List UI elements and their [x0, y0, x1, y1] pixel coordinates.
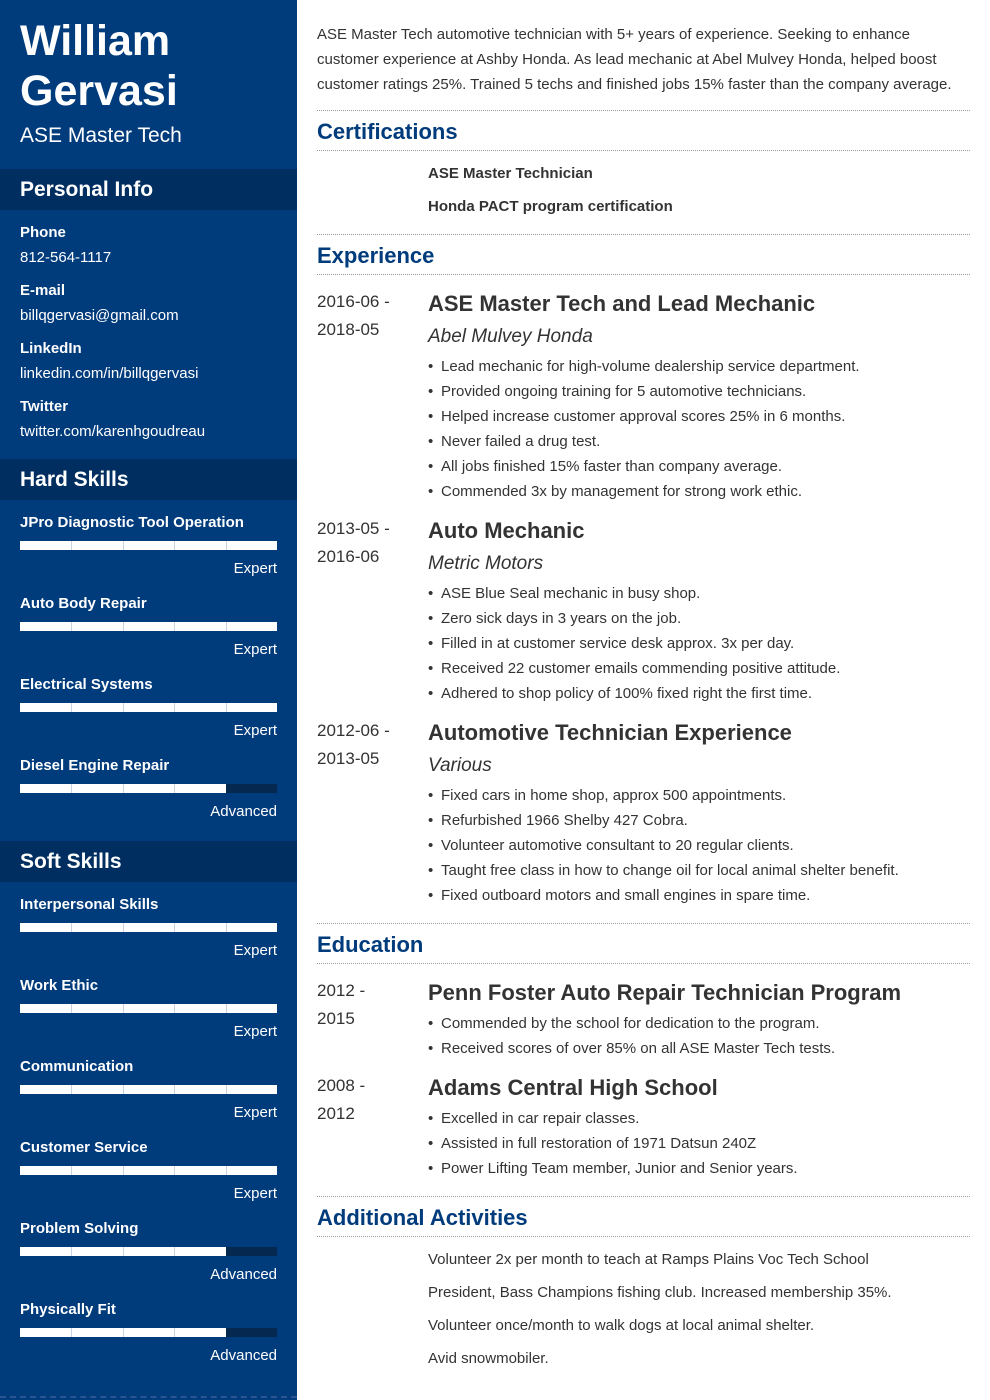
skill-segment-divider	[123, 1004, 124, 1013]
skill-level-label: Expert	[233, 1023, 277, 1040]
activities-heading: Additional Activities	[317, 1205, 528, 1230]
list-item: • ASE Blue Seal mechanic in busy shop.	[428, 581, 970, 606]
experience-company: Metric Motors	[428, 553, 544, 574]
experience-company: Various	[428, 755, 492, 776]
skill-level-bar	[20, 784, 277, 793]
skill-segment-divider	[123, 1166, 124, 1175]
education-title: Penn Foster Auto Repair Technician Program	[428, 980, 902, 1005]
skill-item	[20, 1057, 277, 1138]
date-end: 2013-05	[317, 749, 380, 768]
skill-name: Problem Solving	[20, 1220, 139, 1237]
skill-item	[20, 756, 277, 837]
list-item: • Zero sick days in 3 years on the job.	[428, 606, 970, 631]
skill-level-fill	[20, 1004, 277, 1013]
list-item: • Taught free class in how to change oil for local animal shelter benefit.	[428, 858, 970, 883]
skill-segment-divider	[174, 541, 175, 550]
list-item: • Received scores of over 85% on all ASE Master Tech tests.	[428, 1036, 970, 1061]
list-item: • Fixed outboard motors and small engines in spare time.	[428, 883, 970, 908]
skill-segment-divider	[123, 622, 124, 631]
skill-segment-divider	[71, 1247, 72, 1256]
phone-value[interactable]: 812-564-1117	[20, 249, 112, 266]
skill-segment-divider	[174, 923, 175, 932]
skill-item	[20, 1138, 277, 1219]
skill-level-bar	[20, 703, 277, 712]
list-item: • Excelled in car repair classes.	[428, 1106, 970, 1131]
skill-level-label: Expert	[233, 641, 277, 658]
experience-title: Automotive Technician Experience	[428, 720, 792, 745]
summary: ASE Master Tech automotive technician with 5+ years of experience. Seeking to enhance customer experience at Ashby Honda. As lead mechanic at Abel Mulvey Honda, helped boost customer ratings 25%. Trained 5 techs and finished jobs 15% faster than the company average.	[317, 26, 952, 93]
date-start: 2012 -	[317, 981, 366, 1000]
divider	[317, 150, 970, 151]
experience-date	[317, 288, 417, 344]
sidebar-bottom-divider	[0, 1396, 297, 1398]
skill-segment-divider	[174, 1166, 175, 1175]
skill-segment-divider	[71, 1328, 72, 1337]
candidate-name	[20, 16, 178, 116]
experience-date	[317, 515, 417, 571]
education-bullets	[428, 1011, 970, 1061]
divider	[317, 234, 970, 235]
skill-segment-divider	[123, 1247, 124, 1256]
experience-heading: Experience	[317, 243, 435, 268]
skill-level-label: Expert	[233, 1104, 277, 1121]
skill-level-bar	[20, 1166, 277, 1175]
activity-item: Volunteer 2x per month to teach at Ramps Plains Voc Tech School	[428, 1251, 869, 1268]
skill-item	[20, 594, 277, 675]
date-end: 2012	[317, 1104, 355, 1123]
skill-name: Electrical Systems	[20, 676, 153, 693]
skill-segment-divider	[174, 622, 175, 631]
list-item: • Filled in at customer service desk approx. 3x per day.	[428, 631, 970, 656]
skill-segment-divider	[226, 541, 227, 550]
skill-level-bar	[20, 541, 277, 550]
skill-segment-divider	[123, 703, 124, 712]
skill-segment-divider	[226, 1166, 227, 1175]
skill-name: Customer Service	[20, 1139, 148, 1156]
twitter-value[interactable]: twitter.com/karenhgoudreau	[20, 423, 206, 440]
skill-level-label: Expert	[233, 942, 277, 959]
date-start: 2016-06 -	[317, 292, 390, 311]
list-item: • Fixed cars in home shop, approx 500 appointments.	[428, 783, 970, 808]
divider	[317, 923, 970, 924]
skill-name: Work Ethic	[20, 977, 99, 994]
activity-item: Volunteer once/month to walk dogs at local animal shelter.	[428, 1317, 815, 1334]
skill-segment-divider	[71, 1004, 72, 1013]
skill-name: Diesel Engine Repair	[20, 757, 170, 774]
email-value[interactable]: billqgervasi@gmail.com	[20, 307, 179, 324]
skill-level-fill	[20, 541, 277, 550]
skill-segment-divider	[71, 703, 72, 712]
skill-name: JPro Diagnostic Tool Operation	[20, 514, 244, 531]
twitter-label: Twitter	[20, 398, 69, 415]
skill-item	[20, 513, 277, 594]
skill-segment-divider	[226, 703, 227, 712]
skill-segment-divider	[123, 923, 124, 932]
divider	[317, 110, 970, 111]
skill-level-label: Expert	[233, 560, 277, 577]
skill-item	[20, 1219, 277, 1300]
skill-segment-divider	[123, 541, 124, 550]
divider	[317, 1196, 970, 1197]
experience-title: Auto Mechanic	[428, 518, 585, 543]
divider	[317, 1236, 970, 1237]
list-item: • Commended 3x by management for strong work ethic.	[428, 479, 970, 504]
skill-level-label: Expert	[233, 722, 277, 739]
personal-info-heading: Personal Info	[0, 169, 297, 210]
skill-level-bar	[20, 622, 277, 631]
date-start: 2008 -	[317, 1076, 366, 1095]
skill-item	[20, 895, 277, 976]
activity-item: President, Bass Champions fishing club. Increased membership 35%.	[428, 1284, 892, 1301]
experience-date	[317, 717, 417, 773]
skill-level-bar	[20, 1328, 277, 1337]
experience-bullets	[428, 783, 970, 908]
skill-level-fill	[20, 923, 277, 932]
skill-segment-divider	[123, 1085, 124, 1094]
skill-item	[20, 976, 277, 1057]
skill-level-label: Advanced	[210, 803, 277, 820]
skill-level-fill	[20, 622, 277, 631]
date-start: 2012-06 -	[317, 721, 390, 740]
phone-label: Phone	[20, 224, 66, 241]
list-item: • Power Lifting Team member, Junior and Senior years.	[428, 1156, 970, 1181]
skill-level-bar	[20, 923, 277, 932]
list-item: • Volunteer automotive consultant to 20 regular clients.	[428, 833, 970, 858]
skill-name: Auto Body Repair	[20, 595, 147, 612]
sidebar	[0, 0, 297, 1400]
job-title: ASE Master Tech	[20, 124, 182, 147]
skill-segment-divider	[71, 784, 72, 793]
list-item: • Received 22 customer emails commending positive attitude.	[428, 656, 970, 681]
skill-level-label: Advanced	[210, 1347, 277, 1364]
skill-segment-divider	[123, 784, 124, 793]
list-item: • Commended by the school for dedication to the program.	[428, 1011, 970, 1036]
skill-segment-divider	[226, 923, 227, 932]
skill-segment-divider	[174, 1085, 175, 1094]
education-date	[317, 1072, 417, 1128]
main-content	[317, 0, 970, 1400]
date-start: 2013-05 -	[317, 519, 390, 538]
date-end: 2015	[317, 1009, 355, 1028]
skill-segment-divider	[71, 541, 72, 550]
list-item: • Lead mechanic for high-volume dealership service department.	[428, 354, 970, 379]
skill-segment-divider	[226, 622, 227, 631]
skill-item	[20, 1300, 277, 1381]
email-label: E-mail	[20, 282, 66, 299]
education-heading: Education	[317, 932, 424, 957]
experience-bullets	[428, 354, 970, 504]
skill-name: Physically Fit	[20, 1301, 116, 1318]
list-item: • Refurbished 1966 Shelby 427 Cobra.	[428, 808, 970, 833]
skill-segment-divider	[174, 784, 175, 793]
skill-segment-divider	[71, 1166, 72, 1175]
skill-segment-divider	[174, 703, 175, 712]
skill-segment-divider	[226, 1004, 227, 1013]
list-item: • All jobs finished 15% faster than company average.	[428, 454, 970, 479]
skill-level-bar	[20, 1247, 277, 1256]
skill-level-label: Expert	[233, 1185, 277, 1202]
skill-segment-divider	[174, 1328, 175, 1337]
list-item: • Adhered to shop policy of 100% fixed right the first time.	[428, 681, 970, 706]
soft-skills-heading: Soft Skills	[0, 841, 297, 882]
hard-skills-heading: Hard Skills	[0, 459, 297, 500]
skill-name: Communication	[20, 1058, 134, 1075]
date-end: 2018-05	[317, 320, 380, 339]
skill-segment-divider	[71, 622, 72, 631]
activity-item: Avid snowmobiler.	[428, 1350, 549, 1367]
first-name: William	[20, 17, 171, 65]
education-title: Adams Central High School	[428, 1075, 718, 1100]
certification-item: ASE Master Technician	[428, 165, 593, 182]
skill-level-label: Advanced	[210, 1266, 277, 1283]
date-end: 2016-06	[317, 547, 380, 566]
skill-segment-divider	[123, 1328, 124, 1337]
skill-name: Interpersonal Skills	[20, 896, 159, 913]
education-bullets	[428, 1106, 970, 1181]
skill-segment-divider	[71, 923, 72, 932]
divider	[317, 963, 970, 964]
experience-title: ASE Master Tech and Lead Mechanic	[428, 291, 816, 316]
skill-segment-divider	[71, 1085, 72, 1094]
skill-segment-divider	[226, 1085, 227, 1094]
skill-level-fill	[20, 1085, 277, 1094]
certifications-heading: Certifications	[317, 119, 458, 144]
skill-level-fill	[20, 1166, 277, 1175]
list-item: • Assisted in full restoration of 1971 Datsun 240Z	[428, 1131, 970, 1156]
experience-company: Abel Mulvey Honda	[428, 326, 593, 347]
linkedin-label: LinkedIn	[20, 340, 82, 357]
skill-level-bar	[20, 1085, 277, 1094]
certification-item: Honda PACT program certification	[428, 198, 673, 215]
skill-segment-divider	[174, 1247, 175, 1256]
skill-item	[20, 675, 277, 756]
skill-level-fill	[20, 703, 277, 712]
education-date	[317, 977, 417, 1033]
last-name: Gervasi	[20, 67, 178, 115]
linkedin-value[interactable]: linkedin.com/in/billqgervasi	[20, 365, 199, 382]
list-item: • Never failed a drug test.	[428, 429, 970, 454]
list-item: • Helped increase customer approval scores 25% in 6 months.	[428, 404, 970, 429]
skill-segment-divider	[174, 1004, 175, 1013]
experience-bullets	[428, 581, 970, 706]
divider	[317, 274, 970, 275]
skill-level-bar	[20, 1004, 277, 1013]
list-item: • Provided ongoing training for 5 automotive technicians.	[428, 379, 970, 404]
